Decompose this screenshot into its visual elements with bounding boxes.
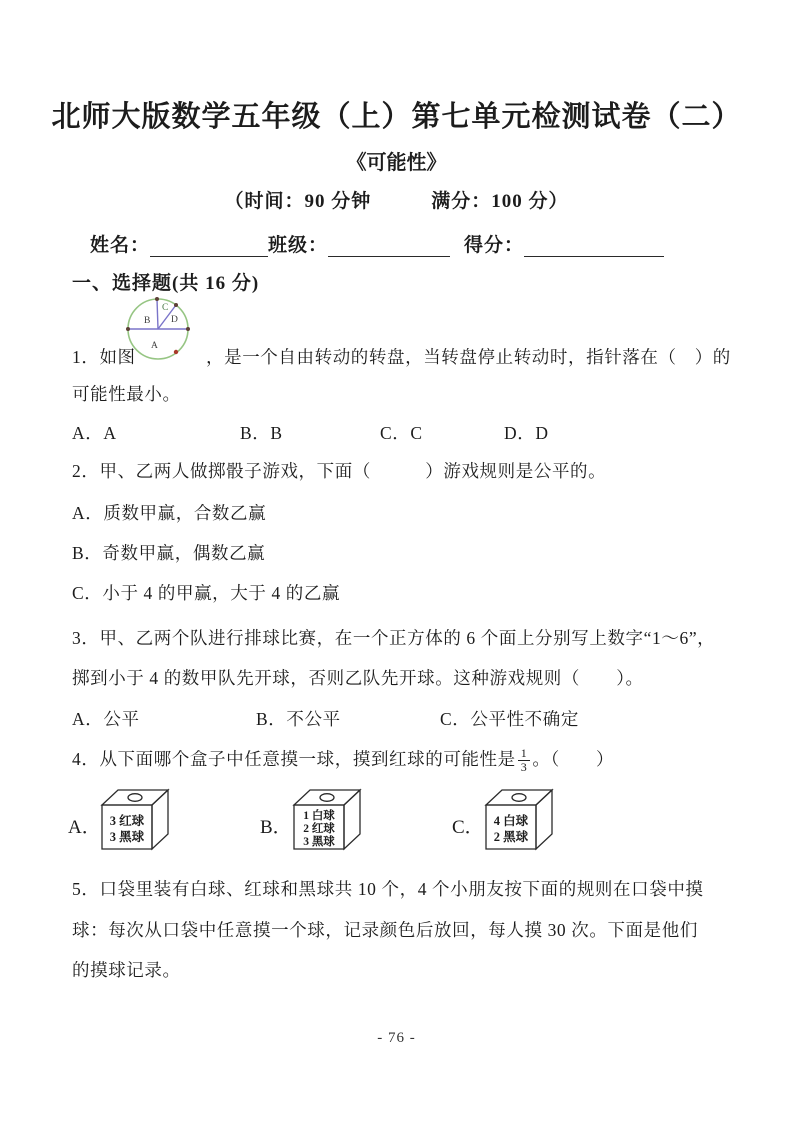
q1-stem-suffix: ，是一个自由转动的转盘，当转盘停止转动时，指针落在（ ）的 bbox=[206, 347, 731, 367]
box-a-line1: 3 红球 bbox=[109, 814, 145, 828]
q3-option-a: A．公平 bbox=[72, 709, 140, 729]
q4-box-a-letter: A． bbox=[68, 817, 101, 838]
exam-info: （时间：90 分钟 满分：100 分） bbox=[224, 191, 569, 212]
name-label: 姓名： bbox=[90, 235, 151, 256]
name-blank bbox=[150, 236, 268, 257]
q1-stem-prefix: 1．如图 bbox=[72, 347, 136, 367]
class-label: 班级： bbox=[268, 235, 329, 256]
box-right-face bbox=[344, 790, 360, 849]
box-c-line1: 4 白球 bbox=[493, 814, 529, 828]
spinner-dot-left bbox=[126, 327, 130, 331]
q5-line2: 球：每次从口袋中任意摸一个球，记录颜色后放回，每人摸 30 次。下面是他们 bbox=[72, 920, 698, 940]
q4-box-b-letter: B． bbox=[260, 817, 292, 838]
q2-option-b: B．奇数甲赢，偶数乙赢 bbox=[72, 543, 266, 563]
box-top-face bbox=[102, 790, 168, 805]
box-right-face bbox=[536, 790, 552, 849]
spinner-label-a: A bbox=[151, 341, 158, 351]
q3-option-c: C．公平性不确定 bbox=[440, 709, 579, 729]
q2-option-c: C．小于 4 的甲赢，大于 4 的乙赢 bbox=[72, 583, 341, 603]
q3-options-row bbox=[0, 706, 793, 732]
q4-fraction-denominator: 3 bbox=[520, 760, 528, 774]
spinner-label-c: C bbox=[162, 303, 169, 313]
q1-option-a: A．A bbox=[72, 423, 117, 443]
box-right-face bbox=[152, 790, 168, 849]
q1-option-d: D．D bbox=[504, 423, 549, 443]
q5-line3: 的摸球记录。 bbox=[72, 960, 181, 980]
box-hole bbox=[128, 794, 142, 802]
spinner-radius-top bbox=[157, 299, 158, 329]
spinner-dot-upper-right bbox=[174, 303, 178, 307]
score-label: 得分： bbox=[464, 235, 525, 256]
box-b-line3: 3 黑球 bbox=[303, 836, 335, 848]
q4-stem bbox=[72, 746, 614, 774]
page-subtitle: 《可能性》 bbox=[346, 152, 447, 174]
box-hole bbox=[320, 794, 334, 802]
q4-box-b-diagram bbox=[292, 788, 364, 852]
q1-option-b: B．B bbox=[240, 423, 283, 443]
box-b-line2: 2 红球 bbox=[303, 823, 335, 835]
box-top-face bbox=[294, 790, 360, 805]
q1-options-row bbox=[0, 420, 793, 446]
q5-line1: 5．口袋里装有白球、红球和黑球共 10 个，4 个小朋友按下面的规则在口袋中摸 bbox=[72, 879, 704, 899]
section-heading: 一、选择题(共 16 分) bbox=[72, 273, 260, 294]
score-blank bbox=[524, 236, 664, 257]
box-a-line2: 3 黑球 bbox=[109, 830, 145, 844]
q4-box-a-diagram bbox=[100, 788, 172, 852]
box-b-line1: 1 白球 bbox=[303, 810, 335, 822]
q4-fraction-numerator: 1 bbox=[518, 747, 531, 761]
q4-stem-before: 4．从下面哪个盒子中任意摸一球，摸到红球的可能性是 bbox=[72, 749, 516, 769]
box-top-face bbox=[486, 790, 552, 805]
q3-option-b: B．不公平 bbox=[256, 709, 341, 729]
spinner-dot-red bbox=[174, 350, 178, 354]
q1-option-c: C．C bbox=[380, 423, 423, 443]
spinner-label-d: D bbox=[171, 315, 178, 325]
q3-stem-line1: 3．甲、乙两个队进行排球比赛，在一个正方体的 6 个面上分别写上数字“1～6”， bbox=[72, 628, 716, 648]
spinner-dot-right bbox=[186, 327, 190, 331]
q3-stem-line2: 掷到小于 4 的数甲队先开球，否则乙队先开球。这种游戏规则（ ）。 bbox=[72, 668, 644, 688]
q4-stem-after: 。（ ） bbox=[532, 749, 615, 769]
q2-option-a: A．质数甲赢，合数乙赢 bbox=[72, 503, 267, 523]
q4-box-c-diagram bbox=[484, 788, 556, 852]
spinner-dot-top bbox=[155, 297, 159, 301]
name-class-score-row bbox=[90, 230, 664, 257]
q2-stem: 2．甲、乙两人做掷骰子游戏，下面（ ）游戏规则是公平的。 bbox=[72, 461, 607, 481]
spinner-label-b: B bbox=[144, 316, 151, 326]
q1-stem-line2: 可能性最小。 bbox=[72, 384, 181, 404]
page-number: - 76 - bbox=[377, 1030, 416, 1046]
box-c-line2: 2 黑球 bbox=[493, 830, 529, 844]
class-blank bbox=[328, 236, 450, 257]
box-hole bbox=[512, 794, 526, 802]
q4-box-c-letter: C． bbox=[452, 817, 484, 838]
page-title: 北师大版数学五年级（上）第七单元检测试卷（二） bbox=[51, 101, 742, 133]
q4-fraction bbox=[518, 747, 531, 773]
